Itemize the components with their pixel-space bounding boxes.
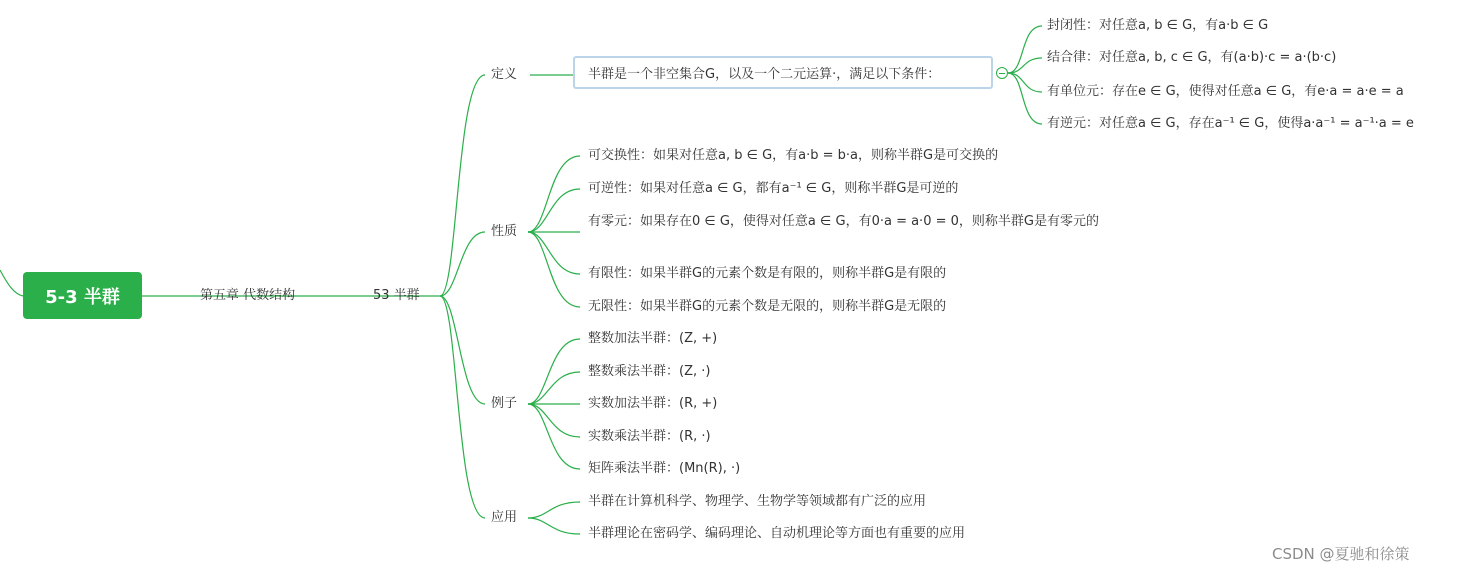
applications-node[interactable] — [491, 510, 517, 526]
chapter-label: 第五章 代数结构 — [200, 288, 296, 303]
collapse-toggle-icon[interactable] — [996, 67, 1008, 79]
topic-example-link — [440, 296, 485, 404]
application-item[interactable] — [588, 526, 965, 542]
ex-link-1 — [528, 339, 580, 404]
example-item[interactable] — [588, 331, 717, 347]
condition-item[interactable] — [1047, 84, 1404, 100]
example-real-add: 实数加法半群：(R, +) — [588, 396, 718, 411]
property-item[interactable] — [588, 214, 1108, 230]
application-item[interactable] — [588, 494, 926, 510]
examples-label: 例子 — [491, 396, 518, 411]
app-link-2 — [528, 518, 580, 534]
chapter-node[interactable] — [200, 288, 295, 304]
topic-node[interactable] — [373, 288, 420, 304]
property-zero: 有零元：如果存在0 ∈ G，使得对任意a ∈ G，有0·a = a·0 = 0，则称半群G是有零元的 — [588, 214, 1099, 229]
example-item[interactable] — [588, 461, 740, 477]
condition-closure: 封闭性：对任意a, b ∈ G，有a·b ∈ G — [1047, 18, 1269, 33]
topic-prop-link — [440, 232, 485, 296]
property-commutative: 可交换性：如果对任意a, b ∈ G，有a·b = b·a，则称半群G是可交换的 — [588, 148, 999, 163]
example-item[interactable] — [588, 429, 711, 445]
prop-link-4 — [528, 232, 580, 274]
definition-text: 半群是一个非空集合G，以及一个二元运算·，满足以下条件： — [588, 67, 941, 82]
examples-node[interactable] — [491, 396, 517, 412]
example-item[interactable] — [588, 364, 710, 380]
prop-link-2 — [528, 189, 580, 232]
property-infinite: 无限性：如果半群G的元素个数是无限的，则称半群G是无限的 — [588, 299, 947, 314]
topic-app-link — [440, 296, 485, 518]
topic-def-link — [440, 75, 485, 296]
property-finite: 有限性：如果半群G的元素个数是有限的，则称半群G是有限的 — [588, 266, 947, 281]
condition-item[interactable] — [1047, 18, 1268, 34]
example-real-mul: 实数乘法半群：(R, ·) — [588, 429, 711, 444]
property-item[interactable] — [588, 148, 998, 164]
prop-link-5 — [528, 232, 580, 307]
properties-label: 性质 — [491, 224, 518, 239]
condition-identity: 有单位元：存在e ∈ G，使得对任意a ∈ G，有e·a = a·e = a — [1047, 84, 1404, 99]
application-theory: 半群理论在密码学、编码理论、自动机理论等方面也有重要的应用 — [588, 526, 966, 541]
definition-node[interactable] — [491, 67, 517, 83]
property-invertible: 可逆性：如果对任意a ∈ G，都有a⁻¹ ∈ G，则称半群G是可逆的 — [588, 181, 959, 196]
watermark-text: CSDN @夏驰和徐策 — [1272, 545, 1410, 563]
definition-text-box[interactable] — [573, 56, 993, 89]
ex-link-4 — [528, 404, 580, 437]
properties-node[interactable] — [491, 224, 517, 240]
prop-link-1 — [528, 156, 580, 232]
applications-label: 应用 — [491, 510, 518, 525]
cond-link-3 — [1008, 73, 1042, 92]
topic-label: 53 半群 — [373, 288, 420, 303]
example-int-add: 整数加法半群：(Z, +) — [588, 331, 718, 346]
property-item[interactable] — [588, 266, 946, 282]
condition-item[interactable] — [1047, 116, 1414, 132]
root-incoming-link — [0, 270, 23, 296]
application-fields: 半群在计算机科学、物理学、生物学等领域都有广泛的应用 — [588, 494, 927, 509]
root-node[interactable] — [23, 272, 142, 319]
cond-link-1 — [1008, 26, 1042, 73]
root-label: 5-3 半群 — [45, 286, 120, 308]
property-item[interactable] — [588, 299, 946, 315]
property-item[interactable] — [588, 181, 958, 197]
cond-link-4 — [1008, 73, 1042, 124]
example-int-mul: 整数乘法半群：(Z, ·) — [588, 364, 711, 379]
condition-inverse: 有逆元：对任意a ∈ G，存在a⁻¹ ∈ G，使得a·a⁻¹ = a⁻¹·a = e — [1047, 116, 1414, 131]
example-item[interactable] — [588, 396, 717, 412]
condition-associativity: 结合律：对任意a, b, c ∈ G，有(a·b)·c = a·(b·c) — [1047, 50, 1337, 65]
example-matrix-mul: 矩阵乘法半群：(Mn(R), ·) — [588, 461, 741, 476]
definition-label: 定义 — [491, 67, 518, 82]
app-link-1 — [528, 502, 580, 518]
condition-item[interactable] — [1047, 50, 1336, 66]
